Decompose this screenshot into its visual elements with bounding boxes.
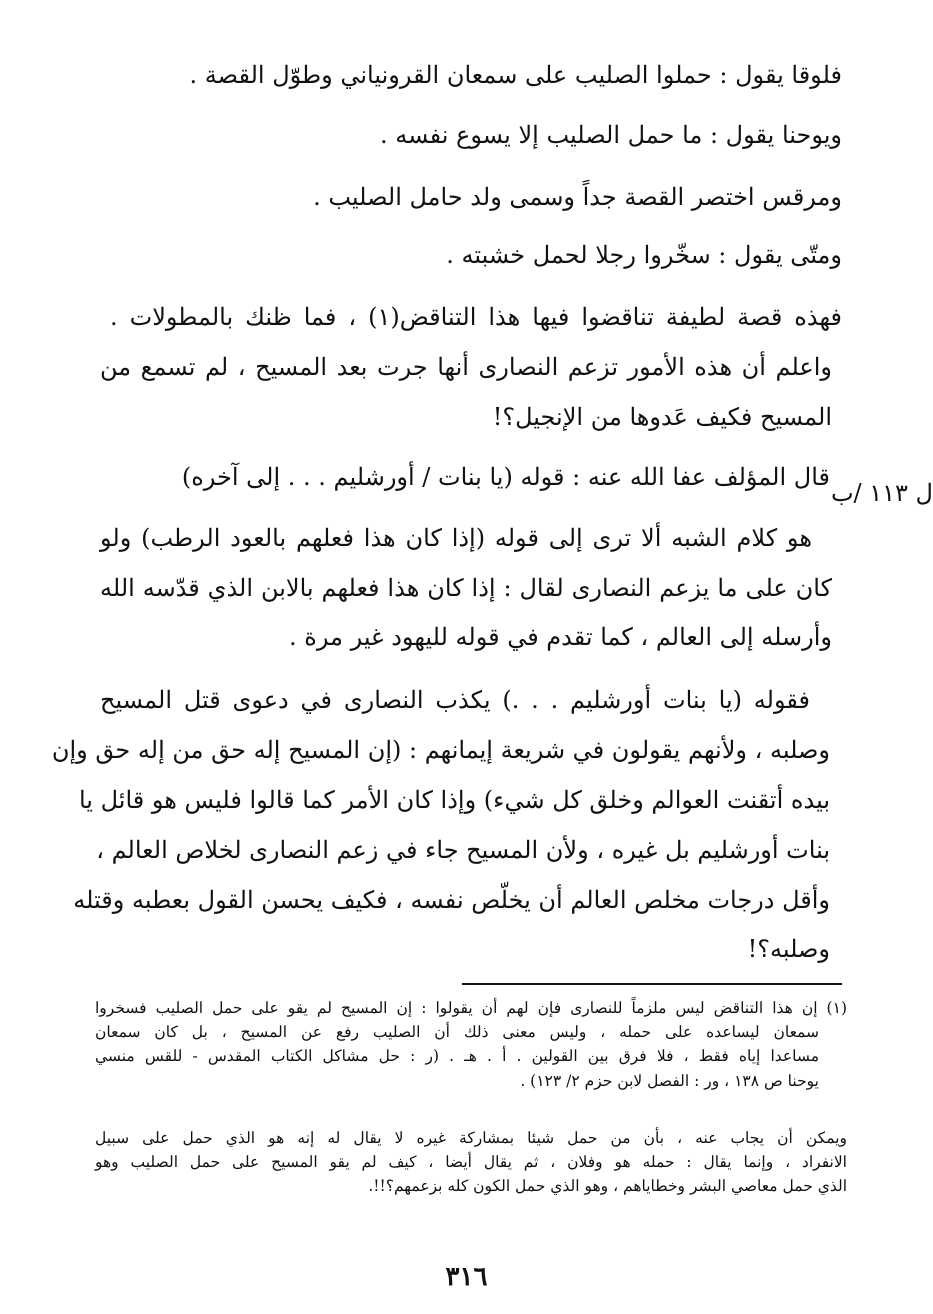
body-line-1: فلوقا يقول : حملوا الصليب على سمعان القرونياني وطوّل القصة . [189, 61, 842, 89]
body-line-15: بنات أورشليم بل غيره ، ولأن المسيح جاء في زعم النصارى لخلاص العالم ، [96, 836, 830, 864]
body-line-5: فهذه قصة لطيفة تناقضوا فيها هذا التناقض(١) ، فما ظنك بالمطولات . [110, 303, 842, 331]
body-line-12: فقوله (يا بنات أورشليم . . .) يكذب النصارى في دعوى قتل المسيح [100, 686, 810, 714]
body-line-17: وصلبه؟! [747, 935, 830, 963]
footnote-line-4: يوحنا ص ١٣٨ ، ور : الفصل لابن حزم ٢/ ١٢٣) . [520, 1072, 819, 1090]
body-line-10: كان على ما يزعم النصارى لقال : إذا كان هذا فعلهم بالابن الذي قدّسه الله [100, 574, 832, 602]
body-line-16: وأقل درجات مخلص العالم أن يخلّص نفسه ، فكيف يحسن القول بعطبه وقتله [73, 886, 830, 914]
margin-folio-note: ل ١١٣ /ب [830, 479, 933, 507]
body-line-14: بيده أتقنت العوالم وخلق كل شيء) وإذا كان الأمر كما قالوا فليس هو قائل يا [78, 786, 830, 814]
body-line-6: واعلم أن هذه الأمور تزعم النصارى أنها جرت بعد المسيح ، لم تسمع من [100, 353, 832, 381]
footnote-separator [462, 983, 842, 985]
body-line-3: ومرقس اختصر القصة جداً وسمى ولد حامل الصليب . [313, 183, 842, 211]
footnote-line-1: (١) إن هذا التناقض ليس ملزماً للنصارى فإن لهم أن يقولوا : إن المسيح لم يقو على حمل الصليب فسخروا [95, 999, 847, 1017]
footnote-line-2: سمعان ليساعده على حمله ، وليس معنى ذلك أن الصليب رفع عن المسيح ، بل كان سمعان [95, 1023, 819, 1041]
footnote-line-3: مساعدا إياه فقط ، فلا فرق بين القولين . أ . هـ . (ر : حل مشاكل الكتاب المقدس - للقس منسي [95, 1047, 819, 1065]
body-line-9: هو كلام الشبه ألا ترى إلى قوله (إذا كان هذا فعلهم بالعود الرطب) ولو [100, 524, 812, 552]
body-line-2: ويوحنا يقول : ما حمل الصليب إلا يسوع نفسه . [380, 121, 842, 149]
footnote-line-6: الانفراد ، وإنما يقال : حمله هو وفلان ، ثم يقال أيضا ، كيف لم يقو المسيح على حمل الصليب وهو [95, 1153, 847, 1171]
body-line-11: وأرسله إلى العالم ، كما تقدم في قوله لليهود غير مرة . [289, 623, 832, 651]
footnote-line-5: ويمكن أن يجاب عنه ، بأن من حمل شيئا بمشاركة غيره لا يقال له إنه هو الذي حمل على سبيل [95, 1129, 847, 1147]
body-line-8: قال المؤلف عفا الله عنه : قوله (يا بنات / أورشليم . . . إلى آخره) [181, 463, 830, 491]
footnote-line-7: الذي حمل معاصي البشر وخطاياهم ، وهو الذي حمل الكون كله بزعمهم؟!!. [368, 1177, 847, 1195]
page-number: ٣١٦ [445, 1262, 488, 1292]
body-line-4: ومتّى يقول : سخّروا رجلا لحمل خشبته . [446, 241, 842, 269]
body-line-7: المسيح فكيف عَدوها من الإنجيل؟! [492, 403, 832, 431]
body-line-13: وصلبه ، ولأنهم يقولون في شريعة إيمانهم : (إن المسيح إله حق من إله حق وإن [51, 736, 830, 764]
